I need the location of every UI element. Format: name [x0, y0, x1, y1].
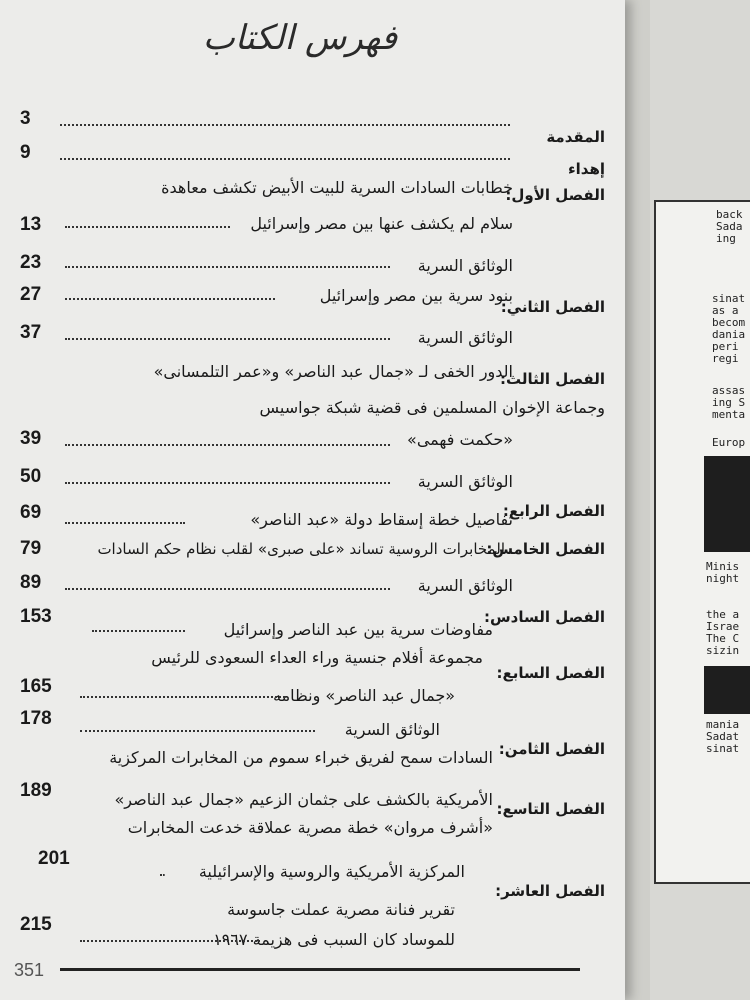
toc-page-number: 13: [20, 214, 42, 235]
toc-title: تقرير فنانة مصرية عملت جاسوسة: [227, 900, 455, 919]
toc-entry: [20, 142, 605, 178]
toc-title: الوثائق السرية: [344, 720, 440, 739]
toc-page-number: 37: [20, 322, 42, 343]
toc-leader: [80, 940, 260, 942]
toc-page-number: 50: [20, 466, 42, 487]
toc-page-number: 23: [20, 252, 42, 273]
adjacent-text: Europ: [712, 436, 746, 449]
toc-page-number: 27: [20, 284, 42, 305]
adjacent-text: ing S: [712, 396, 746, 409]
adjacent-text: dania: [712, 328, 746, 341]
toc-title: المخابرات الروسية تساند «على صبرى» لقلب نظام حكم السادات: [97, 540, 505, 558]
adjacent-text: night: [706, 572, 740, 585]
toc-entry: [20, 882, 605, 919]
toc-entry: [20, 800, 605, 848]
toc-page-number: 9: [20, 142, 31, 163]
toc-leader: [65, 588, 390, 590]
toc-title: بنود سرية بين مصر وإسرائيل: [319, 286, 513, 305]
toc-leader: [65, 482, 390, 484]
toc-entry: [20, 648, 605, 682]
toc-chapter: المقدمة: [546, 128, 605, 146]
toc-page-number: 89: [20, 572, 42, 593]
toc-title: مفاوضات سرية بين عبد الناصر وإسرائيل: [223, 620, 493, 639]
adjacent-text: menta: [712, 408, 746, 421]
toc-title: تفاصيل خطة إسقاط دولة «عبد الناصر»: [250, 510, 513, 529]
toc-page-number: 215: [20, 914, 52, 935]
toc-leader: [160, 874, 165, 876]
adjacent-text: becom: [712, 316, 746, 329]
adjacent-text: peri: [712, 340, 739, 353]
toc-title: للموساد كان السبب فى هزيمة ١٩٦٧: [213, 930, 455, 949]
adjacent-text: The C: [706, 632, 740, 645]
adjacent-text: Israe: [706, 620, 740, 633]
toc-entry: [20, 502, 605, 532]
toc-title: المركزية الأمريكية والروسية والإسرائيلية: [198, 862, 465, 881]
toc-leader: [60, 124, 510, 126]
toc-entry: [20, 396, 605, 426]
toc-title: «حكمت فهمى»: [407, 430, 513, 449]
toc-entry: [20, 538, 605, 568]
toc-title: «جمال عبد الناصر» ونظامه: [272, 686, 455, 705]
toc-title: «أشرف مروان» خطة مصرية عملاقة خدعت المخابرات: [127, 818, 493, 837]
toc-chapter: الفصل الخامس:: [486, 540, 605, 558]
toc-leader: [65, 522, 185, 524]
toc-title: وجماعة الإخوان المسلمين فى قضية شبكة جواسيس: [259, 398, 605, 417]
toc-page-number: 79: [20, 538, 42, 559]
toc-leader: [92, 630, 185, 632]
toc-chapter: الفصل الأول:: [505, 186, 605, 204]
toc-chapter: الفصل الثامن:: [498, 740, 605, 758]
toc-title: الوثائق السرية: [417, 472, 513, 491]
adjacent-text: as a: [712, 304, 739, 317]
toc-page-number: 189: [20, 780, 52, 801]
toc-leader: [80, 696, 285, 698]
toc-title: سلام لم يكشف عنها بين مصر وإسرائيل: [250, 214, 513, 233]
toc-entry: [20, 606, 605, 640]
toc-entry: [20, 176, 605, 206]
toc-title: خطابات السادات السرية للبيت الأبيض تكشف معاهدة: [161, 178, 513, 197]
folio-page-number: 351: [14, 960, 45, 980]
toc-title: السادات سمح لفريق خبراء سموم من المخابرات المركزية: [109, 748, 493, 767]
toc-page-number: 165: [20, 676, 52, 697]
toc-chapter: الفصل الثاني:: [500, 298, 605, 316]
adjacent-page: [650, 0, 750, 1000]
toc-page-number: 153: [20, 606, 52, 627]
adjacent-text: back: [716, 208, 743, 221]
toc-entry: [20, 466, 605, 496]
adjacent-text: Minis: [706, 560, 740, 573]
toc-leader: [65, 338, 390, 340]
adjacent-text: mania: [706, 718, 740, 731]
toc-page-number: 3: [20, 108, 31, 129]
adjacent-photo: [704, 666, 750, 714]
toc-entry: [20, 322, 605, 352]
toc-leader: [65, 266, 390, 268]
toc-entry: [20, 362, 605, 394]
toc-leader: [80, 730, 315, 732]
toc-entry: [20, 916, 605, 950]
toc-chapter: الفصل التاسع:: [496, 800, 605, 818]
toc-entry: [20, 430, 605, 460]
toc-chapter: الفصل السابع:: [496, 664, 605, 682]
toc-leader: [65, 226, 230, 228]
adjacent-text: sinat: [706, 742, 740, 755]
toc-entry: [20, 210, 605, 244]
toc-entry: [20, 848, 605, 884]
toc-title: الدور الخفى لـ «جمال عبد الناصر» و«عمر التلمسانى»: [153, 362, 513, 381]
toc-entry: [20, 284, 605, 318]
adjacent-text: assas: [712, 384, 746, 397]
toc-title: مجموعة أفلام جنسية وراء العداء السعودى للرئيس: [151, 648, 483, 667]
adjacent-text: regi: [712, 352, 739, 365]
toc-title: الوثائق السرية: [417, 328, 513, 347]
adjacent-photo: [704, 456, 750, 552]
toc-entry: [20, 572, 605, 602]
toc-entry: [20, 676, 605, 706]
toc-title: الوثائق السرية: [417, 256, 513, 275]
bottom-rule: [60, 968, 580, 971]
adjacent-text: Sada: [716, 220, 743, 233]
page-title: فهرس الكتاب: [202, 18, 398, 58]
toc-chapter: الفصل الثالث:: [500, 370, 605, 388]
toc-chapter: الفصل السادس:: [483, 608, 605, 626]
toc-chapter: الفصل العاشر:: [495, 882, 605, 900]
adjacent-text: ing: [716, 232, 736, 245]
toc-entry: [20, 736, 605, 766]
toc-chapter: الفصل الرابع:: [502, 502, 605, 520]
toc-page-number: 39: [20, 428, 42, 449]
toc-leader: [65, 298, 275, 300]
toc-page-number: 69: [20, 502, 42, 523]
adjacent-text: Sadat: [706, 730, 740, 743]
adjacent-text: the a: [706, 608, 740, 621]
toc-title: الأمريكية بالكشف على جثمان الزعيم «جمال عبد الناصر»: [114, 790, 493, 809]
toc-chapter: إهداء: [567, 160, 605, 178]
toc-entry: [20, 252, 605, 282]
adjacent-text: sinat: [712, 292, 746, 305]
toc-page-number: 178: [20, 708, 52, 729]
toc-title: الوثائق السرية: [417, 576, 513, 595]
toc-leader: [65, 444, 390, 446]
adjacent-text: sizin: [706, 644, 740, 657]
toc-leader: [60, 158, 510, 160]
toc-page-number: 201: [38, 848, 70, 869]
